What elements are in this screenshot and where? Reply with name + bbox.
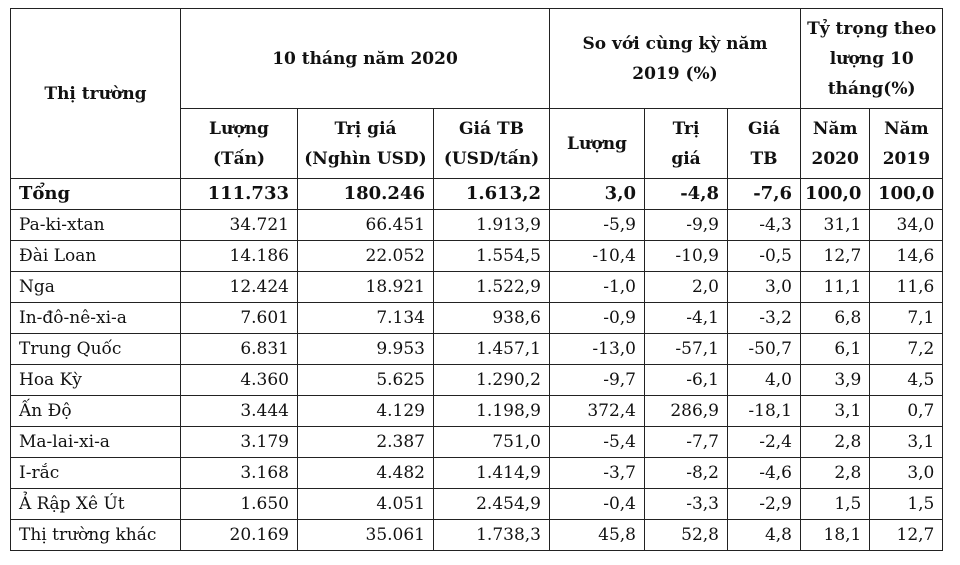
cell-market: I-rắc [11, 458, 181, 489]
table-row [11, 458, 943, 489]
cell-share-2019: 34,0 [870, 210, 943, 241]
cell-share-2020: 12,7 [801, 241, 870, 272]
cell-cmp-value: 2,0 [645, 272, 728, 303]
cell-price: 938,6 [434, 303, 550, 334]
table-row [11, 334, 943, 365]
table-header [11, 9, 943, 179]
table-row [11, 272, 943, 303]
cell-market: Thị trường khác [11, 520, 181, 551]
cell-cmp-volume: -0,4 [550, 489, 645, 520]
header-cmp-price: Giá TB [728, 109, 801, 179]
cell-volume: 7.601 [181, 303, 298, 334]
header-share-2019: Năm 2019 [870, 109, 943, 179]
cell-cmp-price: -50,7 [728, 334, 801, 365]
cell-share-2019: 0,7 [870, 396, 943, 427]
cell-share-2019: 4,5 [870, 365, 943, 396]
header-volume: Lượng (Tấn) [181, 109, 298, 179]
cell-cmp-value: -9,9 [645, 210, 728, 241]
cell-cmp-price: -2,9 [728, 489, 801, 520]
cell-value: 4.129 [298, 396, 434, 427]
cell-market: Pa-ki-xtan [11, 210, 181, 241]
cell-price: 1.738,3 [434, 520, 550, 551]
cell-cmp-volume: -10,4 [550, 241, 645, 272]
cell-volume: 34.721 [181, 210, 298, 241]
cell-cmp-volume: 3,0 [550, 179, 645, 210]
table-row [11, 241, 943, 272]
cell-share-2020: 100,0 [801, 179, 870, 210]
cell-price: 1.290,2 [434, 365, 550, 396]
cell-cmp-value: -3,3 [645, 489, 728, 520]
cell-cmp-value: -7,7 [645, 427, 728, 458]
cell-cmp-volume: -0,9 [550, 303, 645, 334]
cell-volume: 3.168 [181, 458, 298, 489]
cell-cmp-volume: -5,9 [550, 210, 645, 241]
cell-share-2020: 2,8 [801, 458, 870, 489]
cell-cmp-value: -57,1 [645, 334, 728, 365]
cell-cmp-value: -4,8 [645, 179, 728, 210]
cell-cmp-volume: 45,8 [550, 520, 645, 551]
cell-share-2019: 3,0 [870, 458, 943, 489]
table-row-total [11, 179, 943, 210]
cell-cmp-value: -4,1 [645, 303, 728, 334]
cell-value: 4.482 [298, 458, 434, 489]
cell-cmp-volume: -1,0 [550, 272, 645, 303]
cell-market: Ma-lai-xi-a [11, 427, 181, 458]
cell-value: 18.921 [298, 272, 434, 303]
cell-share-2020: 6,1 [801, 334, 870, 365]
cell-volume: 20.169 [181, 520, 298, 551]
cell-market: Tổng [11, 179, 181, 210]
cell-volume: 111.733 [181, 179, 298, 210]
cell-share-2020: 31,1 [801, 210, 870, 241]
cell-share-2020: 18,1 [801, 520, 870, 551]
cell-value: 9.953 [298, 334, 434, 365]
cell-cmp-price: 4,8 [728, 520, 801, 551]
cell-share-2020: 11,1 [801, 272, 870, 303]
cell-market: Nga [11, 272, 181, 303]
cell-value: 5.625 [298, 365, 434, 396]
cell-market: Ả Rập Xê Út [11, 489, 181, 520]
cell-cmp-price: -3,2 [728, 303, 801, 334]
cell-share-2019: 100,0 [870, 179, 943, 210]
cell-share-2019: 1,5 [870, 489, 943, 520]
cell-share-2020: 1,5 [801, 489, 870, 520]
cell-volume: 12.424 [181, 272, 298, 303]
header-cmp-volume: Lượng [550, 109, 645, 179]
table-row [11, 427, 943, 458]
cell-market: Ấn Độ [11, 396, 181, 427]
cell-market: Đài Loan [11, 241, 181, 272]
cell-volume: 6.831 [181, 334, 298, 365]
cell-cmp-price: -4,3 [728, 210, 801, 241]
cell-cmp-price: 3,0 [728, 272, 801, 303]
cell-value: 22.052 [298, 241, 434, 272]
cell-cmp-volume: -3,7 [550, 458, 645, 489]
header-compare-group: So với cùng kỳ năm 2019 (%) [550, 9, 801, 109]
cell-cmp-value: -10,9 [645, 241, 728, 272]
table-row [11, 396, 943, 427]
cell-share-2019: 7,1 [870, 303, 943, 334]
header-market: Thị trường [11, 9, 181, 179]
cell-volume: 3.444 [181, 396, 298, 427]
cell-price: 1.913,9 [434, 210, 550, 241]
cell-cmp-price: -0,5 [728, 241, 801, 272]
cell-price: 1.414,9 [434, 458, 550, 489]
cell-cmp-value: -6,1 [645, 365, 728, 396]
market-table [10, 8, 943, 551]
cell-price: 1.613,2 [434, 179, 550, 210]
table-row [11, 303, 943, 334]
cell-market: Trung Quốc [11, 334, 181, 365]
cell-value: 2.387 [298, 427, 434, 458]
cell-share-2019: 14,6 [870, 241, 943, 272]
header-price: Giá TB (USD/tấn) [434, 109, 550, 179]
cell-cmp-price: -4,6 [728, 458, 801, 489]
cell-cmp-price: -2,4 [728, 427, 801, 458]
cell-cmp-price: -18,1 [728, 396, 801, 427]
cell-market: Hoa Kỳ [11, 365, 181, 396]
cell-price: 1.522,9 [434, 272, 550, 303]
table-row [11, 210, 943, 241]
cell-share-2019: 3,1 [870, 427, 943, 458]
table-row [11, 489, 943, 520]
cell-cmp-value: 286,9 [645, 396, 728, 427]
cell-price: 1.554,5 [434, 241, 550, 272]
cell-volume: 4.360 [181, 365, 298, 396]
cell-cmp-price: 4,0 [728, 365, 801, 396]
cell-volume: 3.179 [181, 427, 298, 458]
cell-share-2019: 12,7 [870, 520, 943, 551]
cell-price: 1.198,9 [434, 396, 550, 427]
cell-cmp-volume: -9,7 [550, 365, 645, 396]
cell-cmp-price: -7,6 [728, 179, 801, 210]
cell-price: 1.457,1 [434, 334, 550, 365]
cell-cmp-volume: -5,4 [550, 427, 645, 458]
table-body [11, 179, 943, 551]
cell-share-2019: 7,2 [870, 334, 943, 365]
cell-share-2020: 3,1 [801, 396, 870, 427]
table-row [11, 365, 943, 396]
cell-volume: 14.186 [181, 241, 298, 272]
cell-value: 35.061 [298, 520, 434, 551]
header-period-group: 10 tháng năm 2020 [181, 9, 550, 109]
header-share-group: Tỷ trọng theo lượng 10 tháng(%) [801, 9, 943, 109]
cell-share-2020: 6,8 [801, 303, 870, 334]
cell-market: In-đô-nê-xi-a [11, 303, 181, 334]
header-cmp-value: Trị giá [645, 109, 728, 179]
cell-cmp-volume: -13,0 [550, 334, 645, 365]
header-share-2020: Năm 2020 [801, 109, 870, 179]
cell-value: 4.051 [298, 489, 434, 520]
cell-cmp-volume: 372,4 [550, 396, 645, 427]
cell-price: 2.454,9 [434, 489, 550, 520]
cell-price: 751,0 [434, 427, 550, 458]
table-row [11, 520, 943, 551]
market-table-container [10, 8, 943, 551]
cell-share-2019: 11,6 [870, 272, 943, 303]
header-value: Trị giá (Nghìn USD) [298, 109, 434, 179]
cell-share-2020: 3,9 [801, 365, 870, 396]
cell-value: 7.134 [298, 303, 434, 334]
cell-cmp-value: -8,2 [645, 458, 728, 489]
cell-share-2020: 2,8 [801, 427, 870, 458]
cell-volume: 1.650 [181, 489, 298, 520]
cell-cmp-value: 52,8 [645, 520, 728, 551]
cell-value: 66.451 [298, 210, 434, 241]
cell-value: 180.246 [298, 179, 434, 210]
